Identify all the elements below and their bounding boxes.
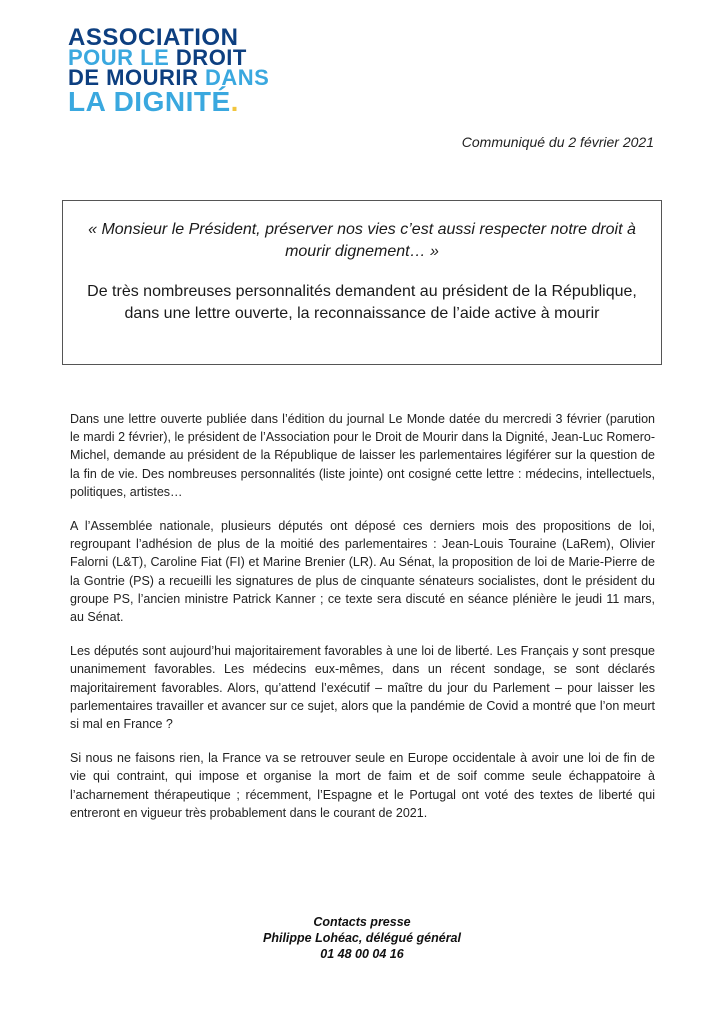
logo-line-4-text: LA DIGNITÉ [68,86,231,117]
contacts-person: Philippe Lohéac, délégué général [263,931,461,945]
headline-subtitle: De très nombreuses personnalités demandent au président de la République, dans une lettre ouverte, la reconnaissance de l’aide active à mourir [87,283,637,322]
logo-line-4 [68,88,268,116]
logo-dot: . [230,86,239,117]
logo-line-2-part-b: DROIT [175,45,247,70]
logo-line-3 [68,65,270,90]
logo-line-3-part-a: DE MOURIR [68,65,199,90]
headline-quote: « Monsieur le Président, préserver nos vies c’est aussi respecter notre droit à mourir dignement… » [88,221,636,260]
contacts-phone: 01 48 00 04 16 [320,947,404,961]
body-text [70,410,655,838]
contacts-title: Contacts presse [313,915,411,929]
paragraph-4: Si nous ne faisons rien, la France va se retrouver seule en Europe occidentale à avoir une loi de fin de vie qui contraint, qui impose et organise la mort de faim et de soif comme seule échappatoire à l’acharnement thérapeutique ; récemment, l’Espagne et le Portugal ont voté des textes de liberté qui entreront en vigueur très probablement dans le courant de 2021. [70,751,655,820]
logo-line-3-part-b: DANS [205,65,270,90]
logo-line-1: ASSOCIATION [68,24,239,51]
paragraph-1: Dans une lettre ouverte publiée dans l’édition du journal Le Monde datée du mercredi 3 février (parution le mardi 2 février), le président de l’Association pour le Droit de Mourir dans la Dignité, Jean-Luc Romero-Michel, demande au président de la République de laisser les parlementaires légiférer sur la question de la fin de vie. Des nombreuses personnalités (liste jointe) ont cosigné cette lettre : médecins, intellectuels, politiques, artistes… [70,412,655,499]
logo-line-2-part-a: POUR LE [68,45,170,70]
headline-box [62,200,662,365]
paragraph-2: A l’Assemblée nationale, plusieurs députés ont déposé ces derniers mois des propositions de loi, regroupant l’adhésion de plus de la moitié des parlementaires : Jean-Louis Touraine (LaRem), Olivier Falorni (L&T), Caroline Fiat (FI) et Marine Brenier (LR). Au Sénat, la proposition de loi de Marie-Pierre de la Gontrie (PS) a recueilli les signatures de plus de cinquante sénateurs socialistes, dont le président du groupe PS, l’ancien ministre Patrick Kanner ; ce texte sera discuté en séance plénière le jeudi 11 mars, au Sénat. [70,519,655,625]
press-contacts [0,914,724,962]
association-logo [68,24,270,117]
communique-date: Communiqué du 2 février 2021 [461,134,654,150]
paragraph-3: Les députés sont aujourd’hui majoritairement favorables à une loi de liberté. Les Français y sont presque unanimement favorables. Les médecins eux-mêmes, dans un récent sondage, se sont déclarés majoritairement favorables. Alors, qu’attend l’exécutif – maître du jour du Parlement – pour laisser les parlementaires travailler et avancer sur ce sujet, alors que la pandémie de Covid a montré que l’on meurt si mal en France ? [70,644,655,732]
